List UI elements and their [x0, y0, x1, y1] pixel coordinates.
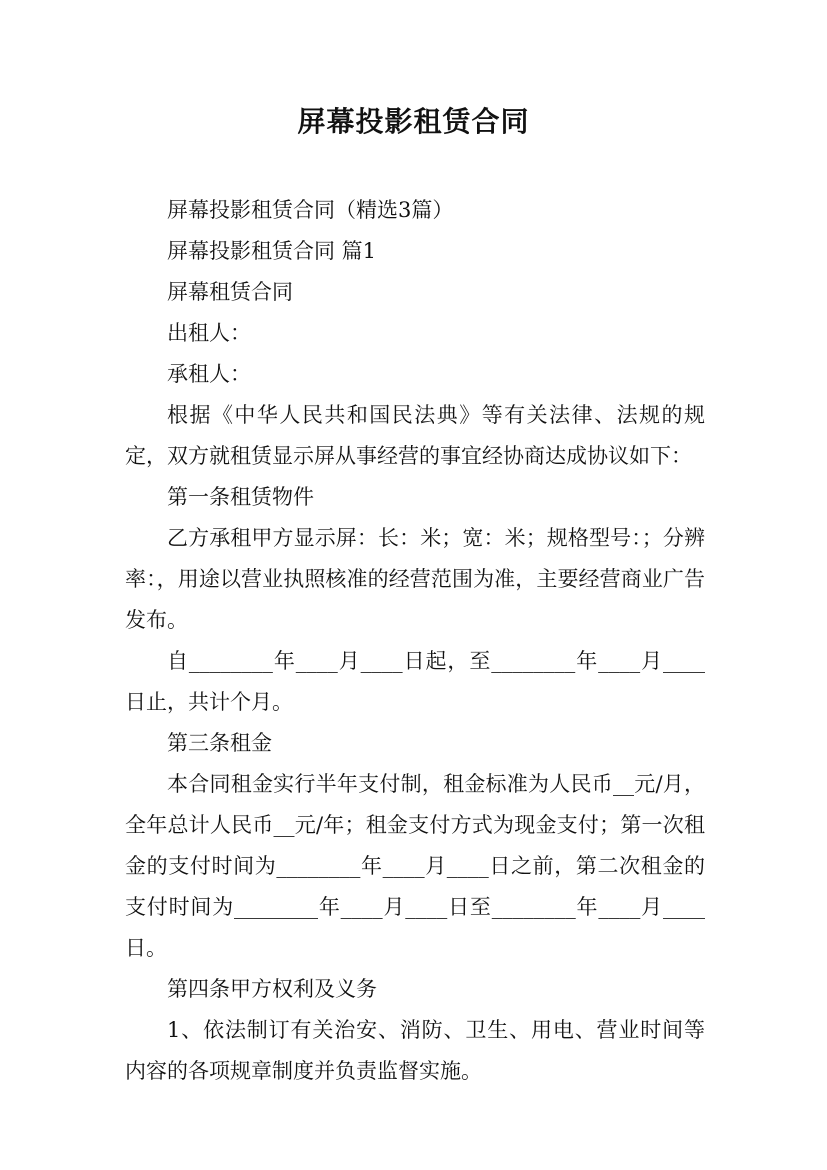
paragraph: 屏幕租赁合同 — [167, 280, 293, 304]
paragraph: 1、依法制订有关治安、消防、卫生、用电、营业时间等内容的各项规章制度并负责监督实施。 — [125, 1018, 705, 1083]
document-body — [125, 190, 705, 1092]
paragraph: 出租人： — [167, 321, 251, 345]
section-heading: 第三条租金 — [167, 731, 272, 755]
paragraph: 自________年____月____日起，至________年____月____日止，共计个月。 — [125, 649, 705, 714]
paragraph: 本合同租金实行半年支付制，租金标准为人民币__元/月，全年总计人民币__元/年；租金支付方式为现金支付；第一次租金的支付时间为________年____月____日之前，第二次租金的支付时间为________年____月____日至________年____月____日。 — [125, 772, 705, 960]
paragraph: 屏幕投影租赁合同 篇1 — [167, 239, 377, 263]
section-heading: 第一条租赁物件 — [167, 485, 314, 509]
paragraph: 乙方承租甲方显示屏：长：米；宽：米；规格型号：；分辨率：，用途以营业执照核准的经营范围为准，主要经营商业广告发布。 — [125, 526, 705, 632]
paragraph: 承租人： — [167, 362, 251, 386]
paragraph: 屏幕投影租赁合同（精选3篇） — [167, 198, 454, 222]
section-heading: 第四条甲方权利及义务 — [167, 977, 377, 1001]
document-title: 屏幕投影租赁合同 — [297, 105, 530, 138]
paragraph: 根据《中华人民共和国民法典》等有关法律、法规的规定，双方就租赁显示屏从事经营的事宜经协商达成协议如下： — [125, 403, 705, 468]
